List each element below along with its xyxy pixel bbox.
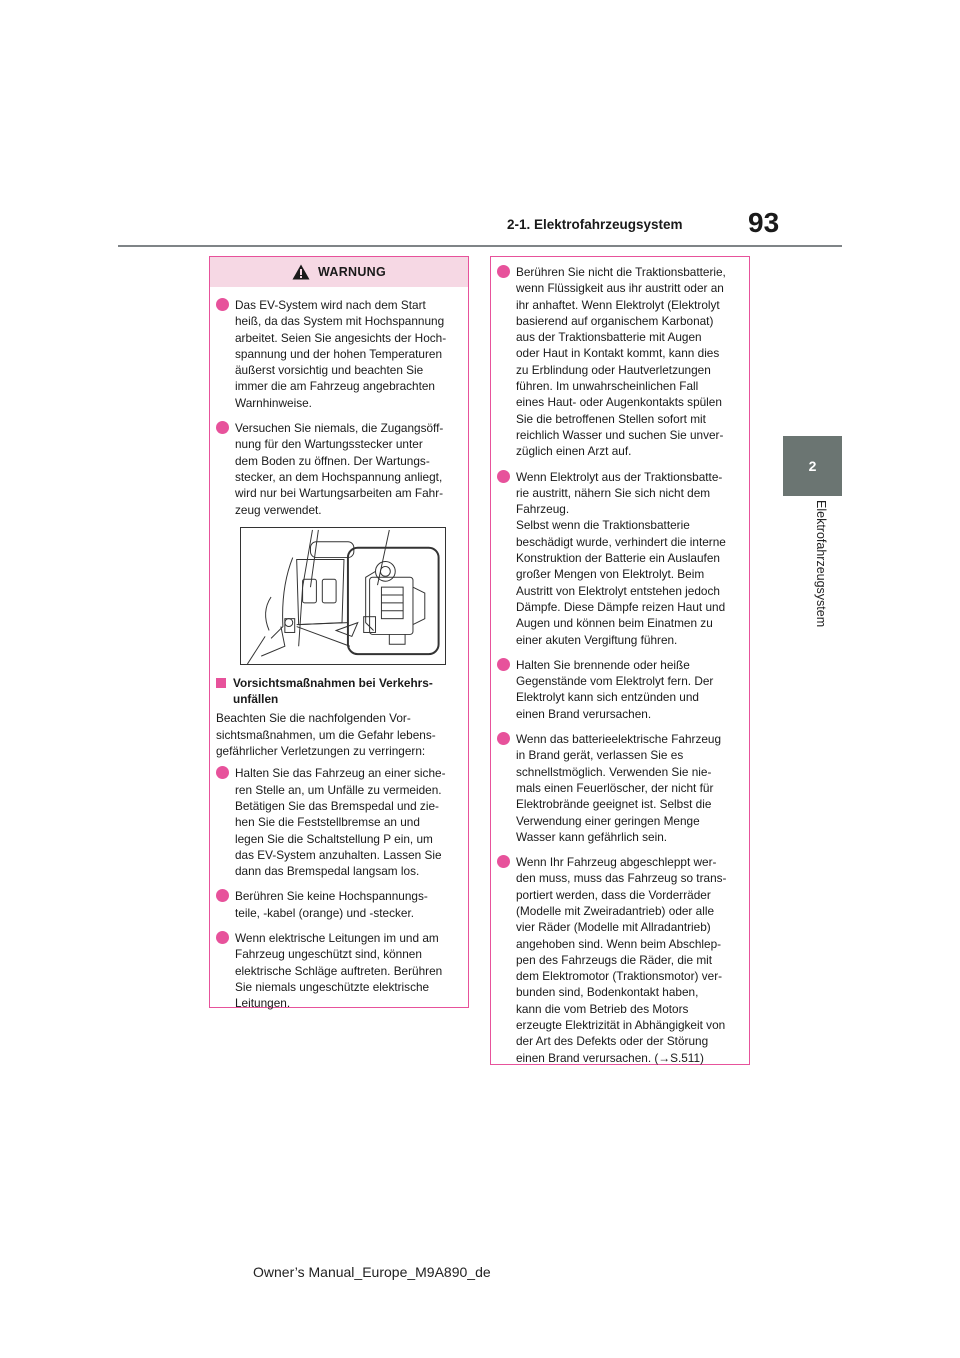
bullet-icon <box>497 855 510 868</box>
square-bullet-icon <box>216 678 226 688</box>
chapter-side-label <box>812 500 832 680</box>
list-item-text: Wenn Elektrolyt aus der Traktionsbatte- rie austritt, nähern Sie sich nicht dem Fahrzeug. Selbst wenn die Traktionsbatterie beschädigt wurde, verhindert die interne Konstruktion der Batterie ein Auslaufen großer Mengen von Elektrolyt. Beim Austritt von Elektrolyt entstehen jedoch Dämpfe. Diese Dämpfe reizen Haut und Augen und können beim Einatmen zu einer akuten Vergiftung führen. <box>516 469 726 647</box>
chapter-number: 2 <box>808 458 817 474</box>
warning-box-right <box>490 256 750 1065</box>
list-item-text: Berühren Sie nicht die Traktionsbatterie, wenn Flüssigkeit aus ihr austritt oder an ihr anhaftet. Wenn Elektrolyt (Elektrolyt basierend auf organischem Karbonat) aus der Traktionsbatterie mit Augen oder Haut in Kontakt kommt, kann dies zu Erblindung oder Hautverletzungen führen. Im unwahrscheinlichen Fall eines Haut- oder Augenkontakts spülen Sie die betroffenen Stellen sofort mit reichlich Wasser und suchen Sie unver- züglich einen Arzt auf. <box>516 265 726 459</box>
subheading <box>216 675 460 708</box>
list-item <box>497 854 741 1066</box>
list-item <box>216 930 460 1011</box>
intro-paragraph: Beachten Sie die nachfolgenden Vor- sichtsmaßnahmen, um die Gefahr lebens- gefährlicher Verletzungen zu verringern: <box>216 711 436 759</box>
list-item <box>497 657 741 722</box>
list-item-text: Wenn elektrische Leitungen im und am Fahrzeug ungeschützt sind, können elektrische Schläge auftreten. Berühren Sie niemals ungeschützte elektrische Leitungen. <box>235 931 443 1011</box>
bullet-icon <box>497 658 510 671</box>
subheading-text: Vorsichtsmaßnahmen bei Verkehrs- unfällen <box>233 675 433 707</box>
warning-box-left <box>209 256 469 1011</box>
warning-header <box>210 257 468 287</box>
list-item-text: Halten Sie brennende oder heiße Gegenstände vom Elektrolyt fern. Der Elektrolyt kann sich entzünden und einen Brand verursachen. <box>516 657 714 721</box>
warning-content-left <box>210 287 468 1012</box>
bullet-icon <box>216 931 229 944</box>
list-item-text: Wenn das batterieelektrische Fahrzeug in Brand gerät, verlassen Sie es schnellstmöglich. Verwenden Sie nie- mals einen Feuerlöscher, der nicht für Elektrobrände geeignet ist. Selbst die Verwendung einer geringen Menge Wasser kann gefährlich sein. <box>516 732 722 844</box>
warning-triangle-icon <box>292 264 310 280</box>
header-divider <box>118 245 842 247</box>
list-item <box>216 765 460 879</box>
bullet-icon <box>497 470 510 483</box>
warning-title: WARNUNG <box>317 265 387 279</box>
chapter-title: Elektrofahrzeugsystem <box>814 500 828 628</box>
list-item-text: Das EV-System wird nach dem Start heiß, da das System mit Hochspannung arbeitet. Seien Sie angesichts der Hoch- spannung und der hohen Temperaturen äußerst vorsichtig und beachten Sie immer die am Fahrzeug angebrachten Warnhinweise. <box>235 298 447 410</box>
list-item-text: Versuchen Sie niemals, die Zugangsöff- nung für den Wartungsstecker unter dem Boden zu öffnen. Der Wartungs- stecker, an dem Hochspannung anliegt, wird nur bei Wartungsarbeiten am Fahr- zeug verwendet. <box>235 421 444 517</box>
warning-content-right <box>491 257 749 1066</box>
bullet-icon <box>497 265 510 278</box>
list-item <box>216 297 460 411</box>
list-item <box>497 469 741 648</box>
section-title: 2-1. Elektrofahrzeugsystem <box>507 217 683 232</box>
service-plug-illustration <box>240 527 446 665</box>
bullet-icon <box>216 298 229 311</box>
bullet-icon <box>497 732 510 745</box>
list-item <box>216 420 460 518</box>
list-item <box>497 264 741 460</box>
page-number: 93 <box>748 207 780 238</box>
bullet-icon <box>216 421 229 434</box>
bullet-icon <box>216 766 229 779</box>
footer-text: Owner’s Manual_Europe_M9A890_de <box>253 1264 491 1280</box>
list-item <box>497 731 741 845</box>
list-item-text: Wenn Ihr Fahrzeug abgeschleppt wer- den muss, muss das Fahrzeug so trans- portiert werden, dass die Vorderräder (Modelle mit Zweiradantrieb) oder alle vier Räder (Modelle mit Allradantrieb) angehoben sind. Wenn beim Abschlep- pen des Fahrzeugs die Räder, die mit dem Elektromotor (Traktionsmotor) ver- bunden sind, Bodenkontakt haben, kann die vom Betrieb des Motors erzeugte Elektrizität in Abhängigkeit von der Art des Defekts oder der Störung einen Brand verursachen. (→S.511) <box>516 855 727 1065</box>
bullet-icon <box>216 889 229 902</box>
list-item-text: Halten Sie das Fahrzeug an einer siche- ren Stelle an, um Unfälle zu vermeiden. Betätigen Sie das Bremspedal und zie- hen Sie die Feststellbremse an und legen Sie die Schaltstellung P ein, um das EV-System anzuhalten. Lassen Sie dann das Bremspedal langsam los. <box>235 766 446 879</box>
list-item <box>216 888 460 921</box>
chapter-tab[interactable] <box>783 436 842 496</box>
list-item-text: Berühren Sie keine Hochspannungs- teile, -kabel (orange) und -stecker. <box>235 889 428 920</box>
